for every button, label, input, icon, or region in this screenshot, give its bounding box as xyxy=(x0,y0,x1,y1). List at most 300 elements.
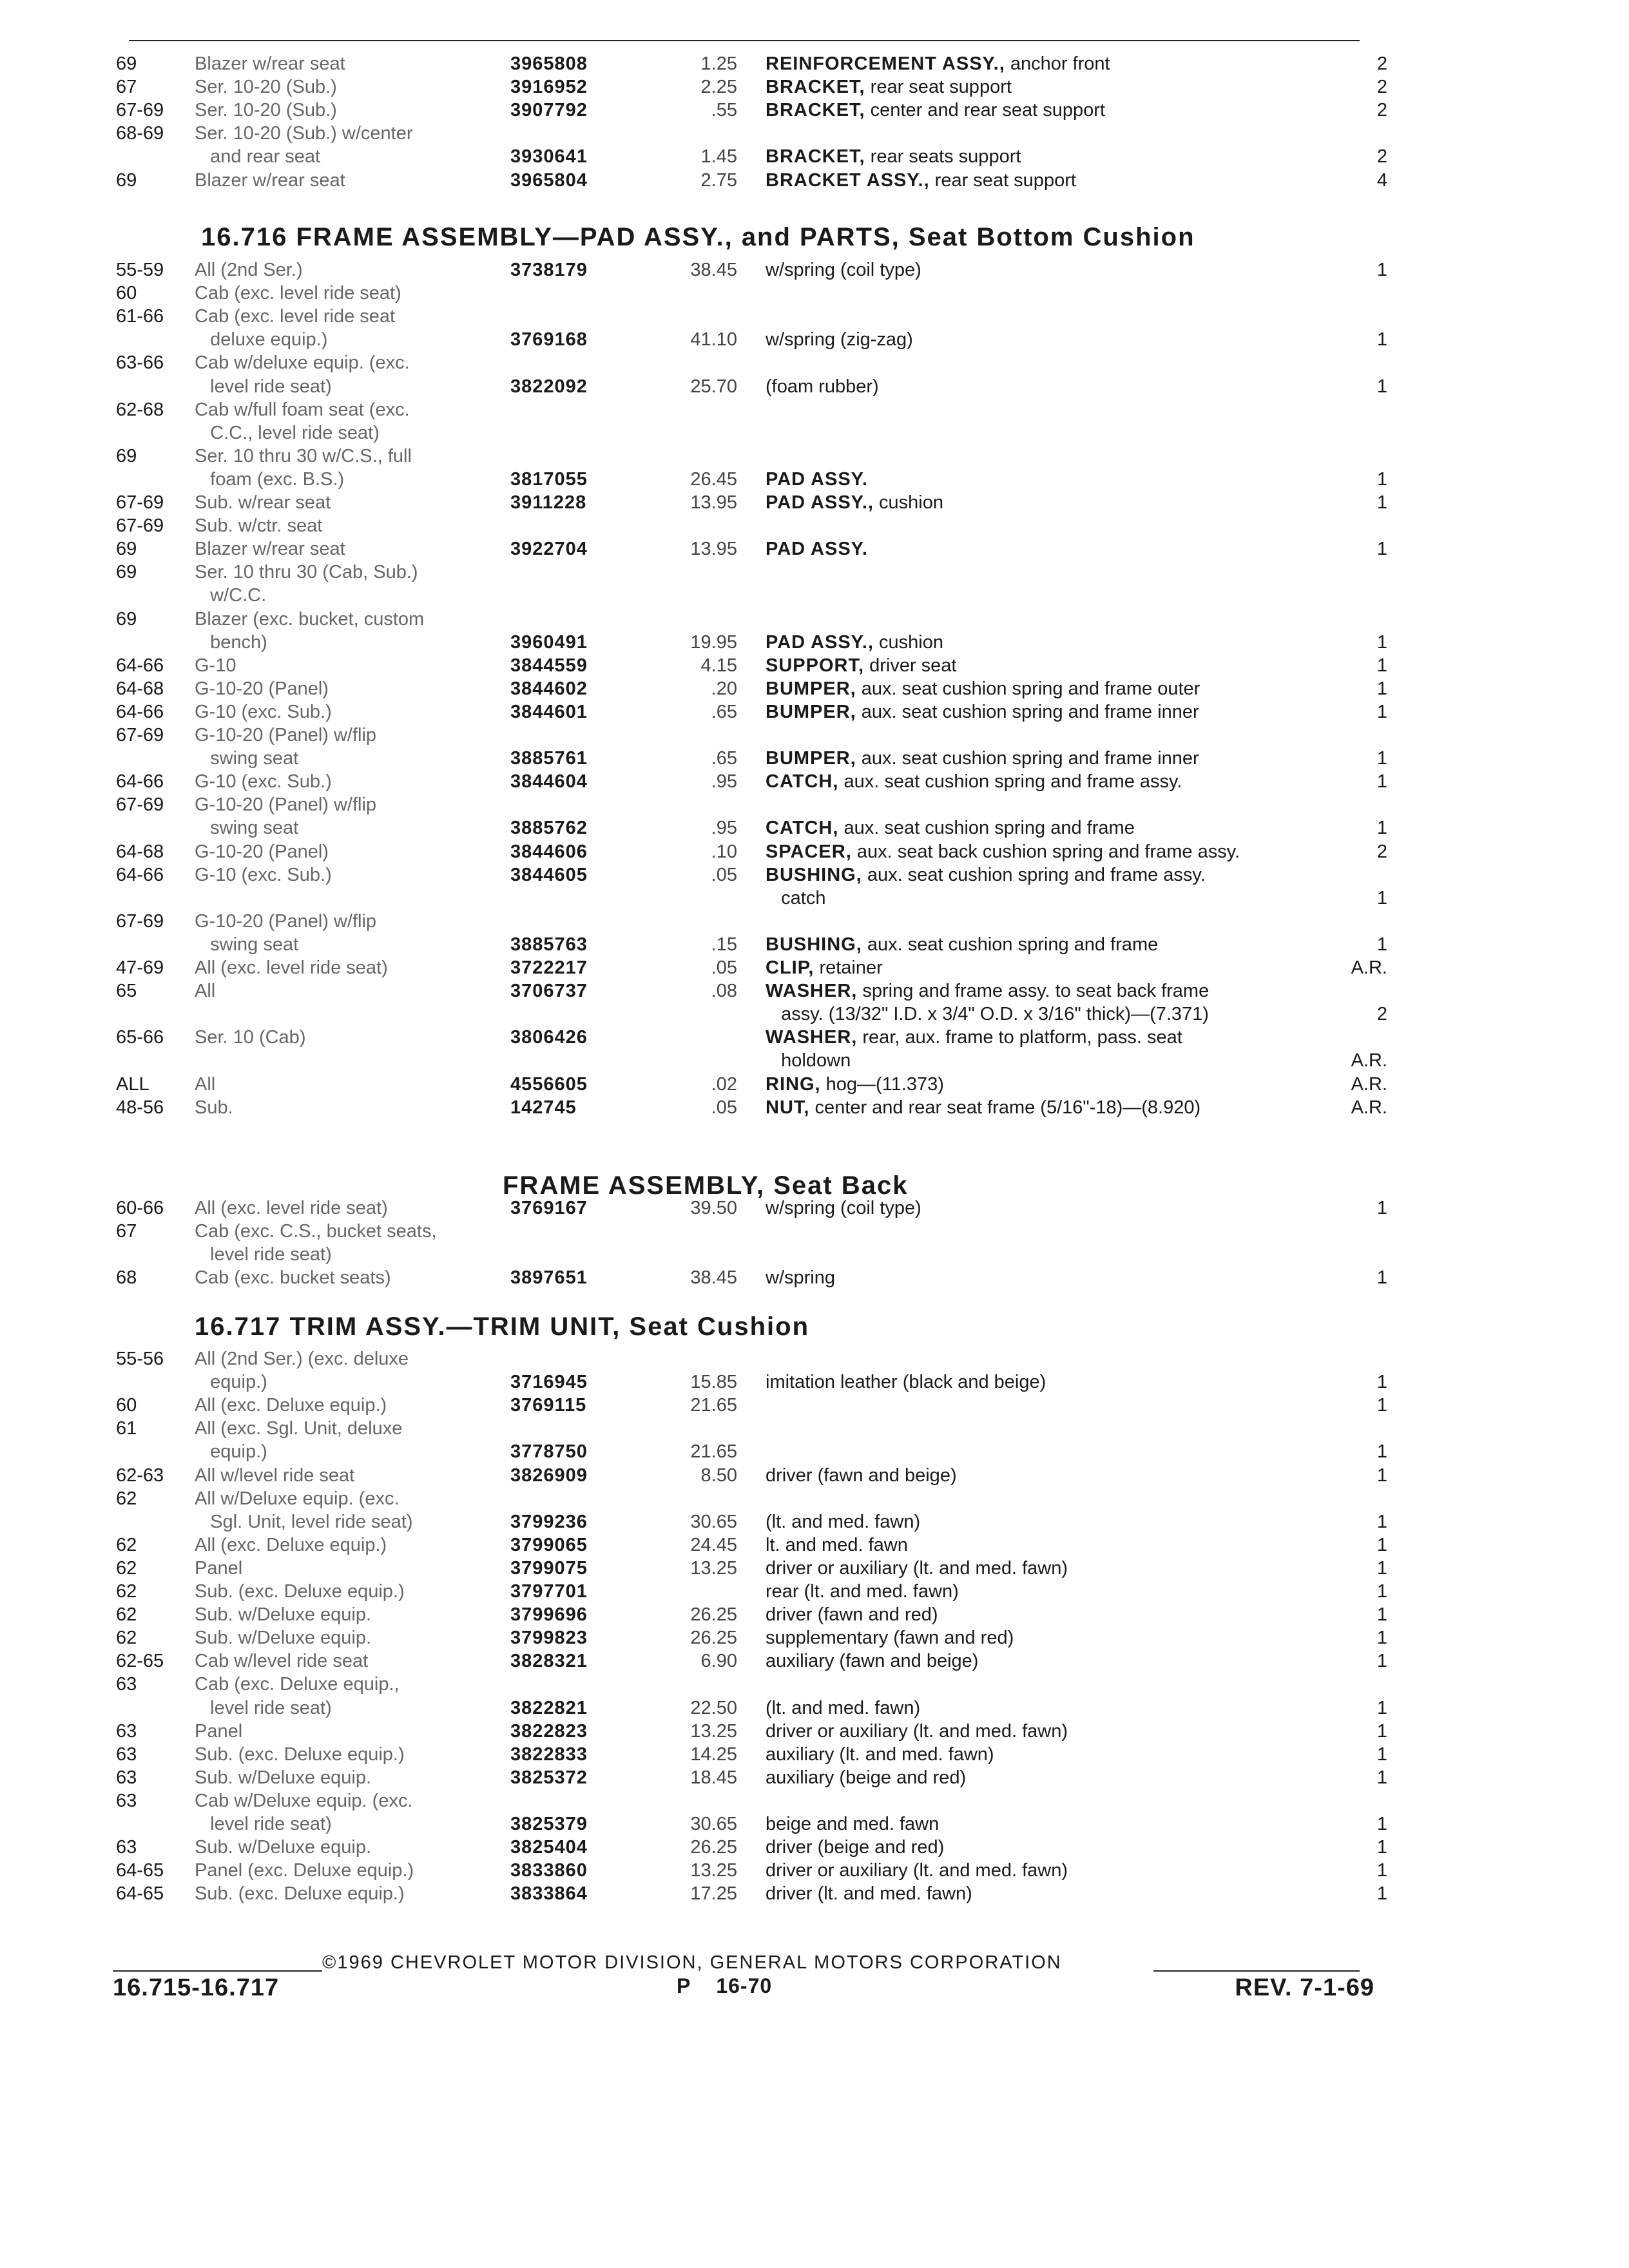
model-year: 64-68 xyxy=(116,841,164,862)
model-year: 60 xyxy=(116,283,137,303)
model-year: 55-56 xyxy=(116,1349,164,1369)
parts-row xyxy=(0,538,1629,564)
application: and rear seat xyxy=(195,146,321,167)
parts-row xyxy=(0,1557,1629,1583)
list-price: 30.65 xyxy=(690,1512,737,1532)
part-number: 3825404 xyxy=(510,1837,588,1858)
description-detail: cushion xyxy=(873,632,943,653)
description xyxy=(766,169,1076,191)
quantity: 1 xyxy=(1376,1651,1387,1671)
model-year: 68-69 xyxy=(116,123,164,144)
parts-row xyxy=(0,1744,1629,1769)
model-year: 69 xyxy=(116,446,137,466)
application: G-10-20 (Panel) xyxy=(195,678,329,699)
parts-row xyxy=(0,146,1629,171)
parts-row xyxy=(0,864,1629,890)
description-detail: cushion xyxy=(873,492,943,513)
description xyxy=(766,492,943,514)
parts-row xyxy=(0,910,1629,936)
list-price: .10 xyxy=(711,841,737,862)
parts-row xyxy=(0,1883,1629,1908)
description-name: WASHER, xyxy=(766,1027,858,1048)
application: Sub. w/Deluxe equip. xyxy=(195,1767,372,1788)
model-year: 61 xyxy=(116,1418,137,1439)
application: Panel xyxy=(195,1558,243,1579)
application: All xyxy=(195,1074,216,1095)
application: level ride seat) xyxy=(195,1244,332,1265)
list-price: 13.25 xyxy=(690,1860,737,1881)
part-number: 3844559 xyxy=(510,655,588,676)
model-year: 67 xyxy=(116,77,137,97)
model-year: 62 xyxy=(116,1558,137,1579)
model-year: 64-66 xyxy=(116,771,164,792)
parts-row xyxy=(0,1220,1629,1246)
list-price: 13.25 xyxy=(690,1558,737,1579)
description xyxy=(766,1267,835,1289)
parts-row xyxy=(0,1073,1629,1099)
description-name: BRACKET ASSY., xyxy=(766,170,930,191)
model-year: 62 xyxy=(116,1628,137,1648)
list-price: 18.45 xyxy=(690,1767,737,1788)
list-price: .20 xyxy=(711,678,737,699)
list-price: 41.10 xyxy=(690,329,737,350)
application: equip.) xyxy=(195,1441,267,1462)
part-number: 3885761 xyxy=(510,748,588,769)
description-name: SPACER, xyxy=(766,841,852,862)
list-price: 19.95 xyxy=(690,632,737,653)
model-year: 63-66 xyxy=(116,352,164,373)
description-detail: auxiliary (fawn and beige) xyxy=(766,1651,979,1671)
application: G-10 (exc. Sub.) xyxy=(195,702,332,722)
part-number: 3738179 xyxy=(510,260,588,280)
application: Blazer w/rear seat xyxy=(195,170,345,191)
model-year: 64-66 xyxy=(116,655,164,676)
parts-row xyxy=(0,631,1629,657)
model-year: 62 xyxy=(116,1581,137,1602)
parts-row xyxy=(0,1860,1629,1885)
quantity: 1 xyxy=(1376,1883,1387,1904)
description-name: BUSHING, xyxy=(766,934,862,955)
application: Cab (exc. level ride seat) xyxy=(195,283,401,303)
application: Cab (exc. Deluxe equip., xyxy=(195,1674,400,1695)
application: All (exc. Deluxe equip.) xyxy=(195,1395,387,1416)
list-price: .95 xyxy=(711,771,737,792)
parts-row xyxy=(0,99,1629,125)
description-detail: auxiliary (beige and red) xyxy=(766,1767,967,1788)
description xyxy=(766,1650,978,1672)
description xyxy=(766,259,921,281)
application: level ride seat) xyxy=(195,1698,332,1718)
model-year: 64-66 xyxy=(116,865,164,885)
description-name: BRACKET, xyxy=(766,146,865,167)
model-year: 61-66 xyxy=(116,306,164,327)
description-name: PAD ASSY., xyxy=(766,632,874,653)
application: Panel xyxy=(195,1721,243,1742)
part-number: 3916952 xyxy=(510,77,588,97)
application: All (exc. level ride seat) xyxy=(195,957,388,978)
application: swing seat xyxy=(195,818,299,838)
list-price: 13.95 xyxy=(690,492,737,513)
model-year: 60-66 xyxy=(116,1198,164,1218)
parts-row xyxy=(0,169,1629,195)
application: G-10-20 (Panel) xyxy=(195,841,329,862)
description-name: PAD ASSY., xyxy=(766,492,874,513)
model-year: 62-63 xyxy=(116,1465,164,1486)
list-price: 21.65 xyxy=(690,1395,737,1416)
model-year: 63 xyxy=(116,1721,137,1742)
application: G-10 (exc. Sub.) xyxy=(195,771,332,792)
quantity: A.R. xyxy=(1351,957,1387,978)
description-detail: (foam rubber) xyxy=(766,376,879,397)
part-number: 4556605 xyxy=(510,1074,588,1095)
parts-row xyxy=(0,1267,1629,1293)
application: Sgl. Unit, level ride seat) xyxy=(195,1512,413,1532)
application: All xyxy=(195,981,216,1001)
part-number: 3844604 xyxy=(510,771,588,792)
quantity: 1 xyxy=(1376,818,1387,838)
quantity: 1 xyxy=(1376,1395,1387,1416)
description xyxy=(766,1581,959,1602)
list-price: .05 xyxy=(711,1097,737,1118)
description-detail: w/spring xyxy=(766,1267,835,1288)
list-price: 24.45 xyxy=(690,1535,737,1555)
parts-row xyxy=(0,76,1629,102)
quantity: 1 xyxy=(1376,329,1387,350)
description xyxy=(766,631,943,653)
parts-row xyxy=(0,701,1629,727)
application: Ser. 10 thru 30 (Cab, Sub.) xyxy=(195,562,418,582)
parts-row xyxy=(0,259,1629,285)
parts-row xyxy=(0,1650,1629,1676)
quantity: 2 xyxy=(1376,841,1387,862)
parts-row xyxy=(0,1697,1629,1723)
list-price: .55 xyxy=(711,100,737,120)
part-number: 3844601 xyxy=(510,702,588,722)
model-year: 62 xyxy=(116,1604,137,1625)
part-number: 3897651 xyxy=(510,1267,588,1288)
list-price: 25.70 xyxy=(690,376,737,397)
description xyxy=(766,1836,944,1858)
parts-row xyxy=(0,1790,1629,1816)
part-number: 142745 xyxy=(510,1097,577,1118)
list-price: .15 xyxy=(711,934,737,955)
list-price: .08 xyxy=(711,981,737,1001)
quantity: 1 xyxy=(1376,1465,1387,1486)
description xyxy=(766,1860,1068,1881)
application: foam (exc. B.S.) xyxy=(195,469,345,490)
quantity: 1 xyxy=(1376,1198,1387,1218)
description-detail: aux. seat cushion spring and frame xyxy=(862,934,1159,955)
description xyxy=(766,1073,944,1095)
parts-row xyxy=(0,1026,1629,1052)
list-price: 6.90 xyxy=(700,1651,737,1671)
description-detail: aux. seat cushion spring and frame inner xyxy=(856,748,1199,769)
description-detail: rear seats support xyxy=(865,146,1021,167)
parts-row xyxy=(0,561,1629,587)
application: Cab w/deluxe equip. (exc. xyxy=(195,352,410,373)
application: All (exc. Sgl. Unit, deluxe xyxy=(195,1418,403,1439)
parts-row xyxy=(0,1348,1629,1374)
part-number: 3825372 xyxy=(510,1767,588,1788)
parts-row xyxy=(0,678,1629,704)
quantity: 1 xyxy=(1376,1698,1387,1718)
description-detail: assy. (13/32" I.D. x 3/4" O.D. x 3/16" thick)—(7.371) xyxy=(766,1004,1209,1024)
description-detail: aux. seat back cushion spring and frame assy. xyxy=(851,841,1240,862)
application: All (exc. level ride seat) xyxy=(195,1198,388,1218)
part-number: 3822092 xyxy=(510,376,588,397)
description-name: BUSHING, xyxy=(766,865,862,885)
part-number: 3822823 xyxy=(510,1721,588,1742)
model-year: 65 xyxy=(116,981,137,1001)
description-detail: rear seat support xyxy=(865,77,1012,97)
description-detail: w/spring (coil type) xyxy=(766,260,921,280)
description xyxy=(766,655,956,677)
quantity: 1 xyxy=(1376,376,1387,397)
parts-row xyxy=(0,1604,1629,1629)
part-number: 3960491 xyxy=(510,632,588,653)
description-detail: rear (lt. and med. fawn) xyxy=(766,1581,959,1602)
parts-row xyxy=(0,282,1629,308)
description-name: RING, xyxy=(766,1074,821,1095)
description xyxy=(766,841,1240,863)
description-detail: driver seat xyxy=(864,655,957,676)
list-price: 26.45 xyxy=(690,469,737,490)
description xyxy=(766,538,868,560)
parts-row xyxy=(0,1003,1629,1029)
description xyxy=(766,1097,1200,1119)
description xyxy=(766,771,1182,793)
part-number: 3844606 xyxy=(510,841,588,862)
description xyxy=(766,1557,1068,1579)
parts-row xyxy=(0,887,1629,913)
parts-row xyxy=(0,817,1629,843)
application: level ride seat) xyxy=(195,376,332,397)
quantity: 1 xyxy=(1376,492,1387,513)
quantity: 1 xyxy=(1376,1512,1387,1532)
model-year: 63 xyxy=(116,1767,137,1788)
parts-row xyxy=(0,1767,1629,1792)
list-price: .95 xyxy=(711,818,737,838)
parts-row xyxy=(0,957,1629,983)
application: Blazer (exc. bucket, custom xyxy=(195,609,425,629)
description xyxy=(766,1720,1068,1742)
list-price: 39.50 xyxy=(690,1198,737,1218)
parts-row xyxy=(0,376,1629,401)
description-detail: (lt. and med. fawn) xyxy=(766,1698,921,1718)
application: All (exc. Deluxe equip.) xyxy=(195,1535,387,1555)
quantity: 1 xyxy=(1376,1372,1387,1392)
description-detail: driver (fawn and beige) xyxy=(766,1465,957,1486)
application: Cab w/full foam seat (exc. xyxy=(195,399,410,420)
description xyxy=(766,1371,1046,1393)
quantity: 1 xyxy=(1376,1837,1387,1858)
quantity: 2 xyxy=(1376,1004,1387,1024)
application: Sub. w/Deluxe equip. xyxy=(195,1628,372,1648)
model-year: 64-65 xyxy=(116,1860,164,1881)
description-detail: aux. seat cushion spring and frame outer xyxy=(856,678,1200,699)
section-heading: 16.717 TRIM ASSY.—TRIM UNIT, Seat Cushion xyxy=(195,1312,810,1341)
quantity: 1 xyxy=(1376,1535,1387,1555)
parts-row xyxy=(0,1441,1629,1466)
model-year: 67-69 xyxy=(116,911,164,932)
list-price: 8.50 xyxy=(700,1465,737,1486)
quantity: 1 xyxy=(1376,1721,1387,1742)
quantity: 1 xyxy=(1376,655,1387,676)
quantity: 1 xyxy=(1376,888,1387,908)
parts-row xyxy=(0,934,1629,959)
part-number: 3833864 xyxy=(510,1883,588,1904)
section-heading: FRAME ASSEMBLY, Seat Back xyxy=(503,1171,909,1200)
list-price: 2.75 xyxy=(700,170,737,191)
parts-row xyxy=(0,1673,1629,1699)
part-number: 3799065 xyxy=(510,1535,588,1555)
parts-row xyxy=(0,399,1629,425)
application: Cab w/level ride seat xyxy=(195,1651,369,1671)
quantity: A.R. xyxy=(1351,1050,1387,1071)
description xyxy=(766,1026,1182,1048)
application: equip.) xyxy=(195,1372,267,1392)
description xyxy=(766,864,1206,886)
parts-row xyxy=(0,1465,1629,1490)
quantity: 1 xyxy=(1376,539,1387,559)
description-name: PAD ASSY. xyxy=(766,539,868,559)
description xyxy=(766,980,1209,1002)
quantity: 1 xyxy=(1376,1581,1387,1602)
model-year: 69 xyxy=(116,539,137,559)
application: All (2nd Ser.) xyxy=(195,260,303,280)
quantity: 2 xyxy=(1376,146,1387,167)
list-price: 22.50 xyxy=(690,1698,737,1718)
description-detail: center and rear seat support xyxy=(865,100,1106,120)
quantity: 2 xyxy=(1376,77,1387,97)
application: Blazer w/rear seat xyxy=(195,539,345,559)
application: w/C.C. xyxy=(195,585,267,606)
list-price: 2.25 xyxy=(700,77,737,97)
model-year: 62-65 xyxy=(116,1651,164,1671)
description-name: BUMPER, xyxy=(766,748,856,769)
parts-row xyxy=(0,305,1629,331)
list-price: 38.45 xyxy=(690,1267,737,1288)
model-year: 69 xyxy=(116,170,137,191)
parts-row xyxy=(0,53,1629,79)
parts-row xyxy=(0,584,1629,610)
application: bench) xyxy=(195,632,267,653)
description xyxy=(766,1465,957,1486)
parts-row xyxy=(0,1418,1629,1443)
quantity: 1 xyxy=(1376,1744,1387,1765)
model-year: 67-69 xyxy=(116,492,164,513)
description-detail: lt. and med. fawn xyxy=(766,1535,908,1555)
quantity: 1 xyxy=(1376,1441,1387,1462)
model-year: 47-69 xyxy=(116,957,164,978)
application: G-10-20 (Panel) w/flip xyxy=(195,725,377,745)
part-number: 3797701 xyxy=(510,1581,588,1602)
part-number: 3965808 xyxy=(510,53,588,74)
model-year: 67 xyxy=(116,1221,137,1242)
parts-row xyxy=(0,1394,1629,1420)
quantity: 4 xyxy=(1376,170,1387,191)
list-price: .02 xyxy=(711,1074,737,1095)
description xyxy=(766,53,1110,75)
model-year: 63 xyxy=(116,1744,137,1765)
description xyxy=(766,817,1135,839)
description-detail: (lt. and med. fawn) xyxy=(766,1512,921,1532)
list-price: 21.65 xyxy=(690,1441,737,1462)
application: Ser. 10-20 (Sub.) xyxy=(195,77,337,97)
top-rule xyxy=(129,40,1360,41)
application: Sub. w/rear seat xyxy=(195,492,331,513)
model-year: 67-69 xyxy=(116,515,164,536)
application: Blazer w/rear seat xyxy=(195,53,345,74)
part-number: 3769167 xyxy=(510,1198,588,1218)
application: level ride seat) xyxy=(195,1814,332,1834)
part-number: 3828321 xyxy=(510,1651,588,1671)
application: Panel (exc. Deluxe equip.) xyxy=(195,1860,414,1881)
description-name: CATCH, xyxy=(766,818,839,838)
description xyxy=(766,1744,994,1765)
description-name: CLIP, xyxy=(766,957,815,978)
list-price: .65 xyxy=(711,702,737,722)
description-detail: driver or auxiliary (lt. and med. fawn) xyxy=(766,1558,1068,1579)
list-price: 38.45 xyxy=(690,260,737,280)
list-price: .05 xyxy=(711,957,737,978)
model-year: 68 xyxy=(116,1267,137,1288)
parts-row xyxy=(0,1836,1629,1862)
model-year: 69 xyxy=(116,609,137,629)
footer-rule-right xyxy=(1153,1970,1360,1972)
parts-row xyxy=(0,1720,1629,1746)
parts-row xyxy=(0,1511,1629,1537)
list-price: 26.25 xyxy=(690,1604,737,1625)
quantity: 1 xyxy=(1376,771,1387,792)
description-detail: anchor front xyxy=(1005,53,1110,74)
description-detail: catch xyxy=(766,888,826,908)
description xyxy=(766,329,913,351)
quantity: 1 xyxy=(1376,678,1387,699)
parts-row xyxy=(0,468,1629,494)
parts-row xyxy=(0,747,1629,773)
quantity: 1 xyxy=(1376,1604,1387,1625)
application: All w/Deluxe equip. (exc. xyxy=(195,1488,400,1509)
part-number: 3833860 xyxy=(510,1860,588,1881)
description xyxy=(766,887,826,909)
parts-row xyxy=(0,445,1629,471)
application: G-10-20 (Panel) w/flip xyxy=(195,794,377,815)
description-detail: rear seat support xyxy=(929,170,1076,191)
quantity: 1 xyxy=(1376,702,1387,722)
description-name: BRACKET, xyxy=(766,100,865,120)
parts-row xyxy=(0,515,1629,541)
parts-row xyxy=(0,980,1629,1006)
application: swing seat xyxy=(195,934,299,955)
model-year: 63 xyxy=(116,1674,137,1695)
part-number: 3930641 xyxy=(510,146,588,167)
page-number: P 16-70 xyxy=(677,1974,773,1997)
parts-row xyxy=(0,1050,1629,1075)
list-price: 13.25 xyxy=(690,1721,737,1742)
copyright-line: ©1969 CHEVROLET MOTOR DIVISION, GENERAL MOTORS CORPORATION xyxy=(322,1952,1062,1973)
quantity: 1 xyxy=(1376,1628,1387,1648)
parts-row xyxy=(0,1488,1629,1514)
model-year: ALL xyxy=(116,1074,149,1095)
part-number: 3769168 xyxy=(510,329,588,350)
description-detail: center and rear seat frame (5/16"-18)—(8.920) xyxy=(809,1097,1201,1118)
quantity: 2 xyxy=(1376,53,1387,74)
application: Cab (exc. C.S., bucket seats, xyxy=(195,1221,437,1242)
description-detail: rear, aux. frame to platform, pass. seat xyxy=(857,1027,1182,1048)
description xyxy=(766,1604,938,1626)
application: Ser. 10-20 (Sub.) w/center xyxy=(195,123,413,144)
